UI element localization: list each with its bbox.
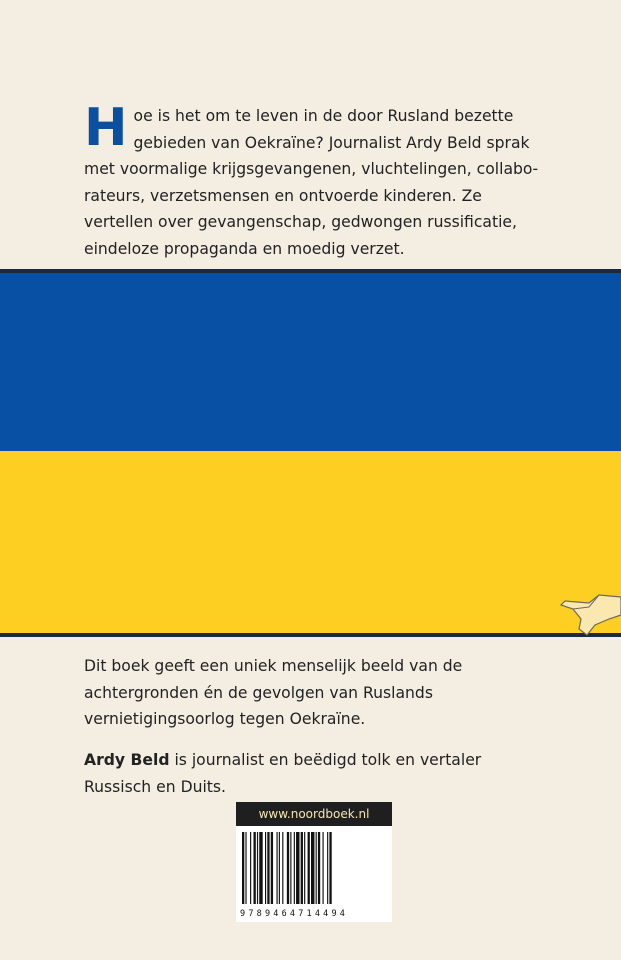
- author-paragraph: [84, 747, 544, 800]
- barcode-bar: [290, 832, 291, 904]
- barcode-bar: [277, 832, 278, 904]
- summary-paragraph: Dit boek geeft een uniek menselijk beeld van de achtergronden én de gevolgen van Ruslands vernietigingsoorlog tegen Oekraïne.: [84, 657, 463, 728]
- publisher-url: www.noordboek.nl: [236, 802, 392, 826]
- barcode-bar: [327, 832, 328, 904]
- barcode-bar: [250, 832, 251, 904]
- drop-cap: H: [84, 98, 128, 158]
- author-name: Ardy Beld: [84, 751, 170, 769]
- barcode-bar: [318, 832, 320, 904]
- flag-rule-bottom: [0, 633, 621, 637]
- barcode-bar: [279, 832, 280, 904]
- flag-blue-band: [0, 273, 621, 451]
- barcode-bar: [296, 832, 299, 904]
- barcode-bar: [259, 832, 262, 904]
- barcode: [236, 826, 392, 922]
- barcode-bar: [311, 832, 314, 904]
- barcode-bar: [282, 832, 283, 904]
- flag-yellow-band: [0, 451, 621, 633]
- barcode-bars: [236, 826, 392, 922]
- barcode-bar: [316, 832, 317, 904]
- barcode-bar: [287, 832, 289, 904]
- barcode-bar: [242, 832, 244, 904]
- barcode-bar: [308, 832, 310, 904]
- barcode-bar: [254, 832, 256, 904]
- intro-text: oe is het om te leven in de door Rusland bezette gebieden van Oekraïne? Journalist Ardy Beld sprak met voormalige krijgsgevangenen, vluchtelingen, collaborateurs, verzetsmensen en ontvoerde kinderen. Ze vertellen over gevangenschap, gedwongen russificatie, eindeloze propaganda en moedig verzet.: [84, 107, 539, 258]
- barcode-bar: [245, 832, 246, 904]
- barcode-bar: [294, 832, 295, 904]
- barcode-bar: [301, 832, 303, 904]
- barcode-bar: [271, 832, 273, 904]
- barcode-bar: [257, 832, 258, 904]
- barcode-bar: [265, 832, 266, 904]
- author-bio: is journalist en beëdigd tolk en vertaler Russisch en Duits.: [84, 751, 482, 796]
- barcode-bar: [323, 832, 324, 904]
- barcode-bar: [267, 832, 269, 904]
- dove-icon: [559, 585, 621, 645]
- barcode-bar: [304, 832, 305, 904]
- barcode-block: [236, 802, 392, 922]
- intro-paragraph: [84, 98, 544, 262]
- isbn-number: 9789464714494: [240, 909, 388, 919]
- barcode-bar: [329, 832, 331, 904]
